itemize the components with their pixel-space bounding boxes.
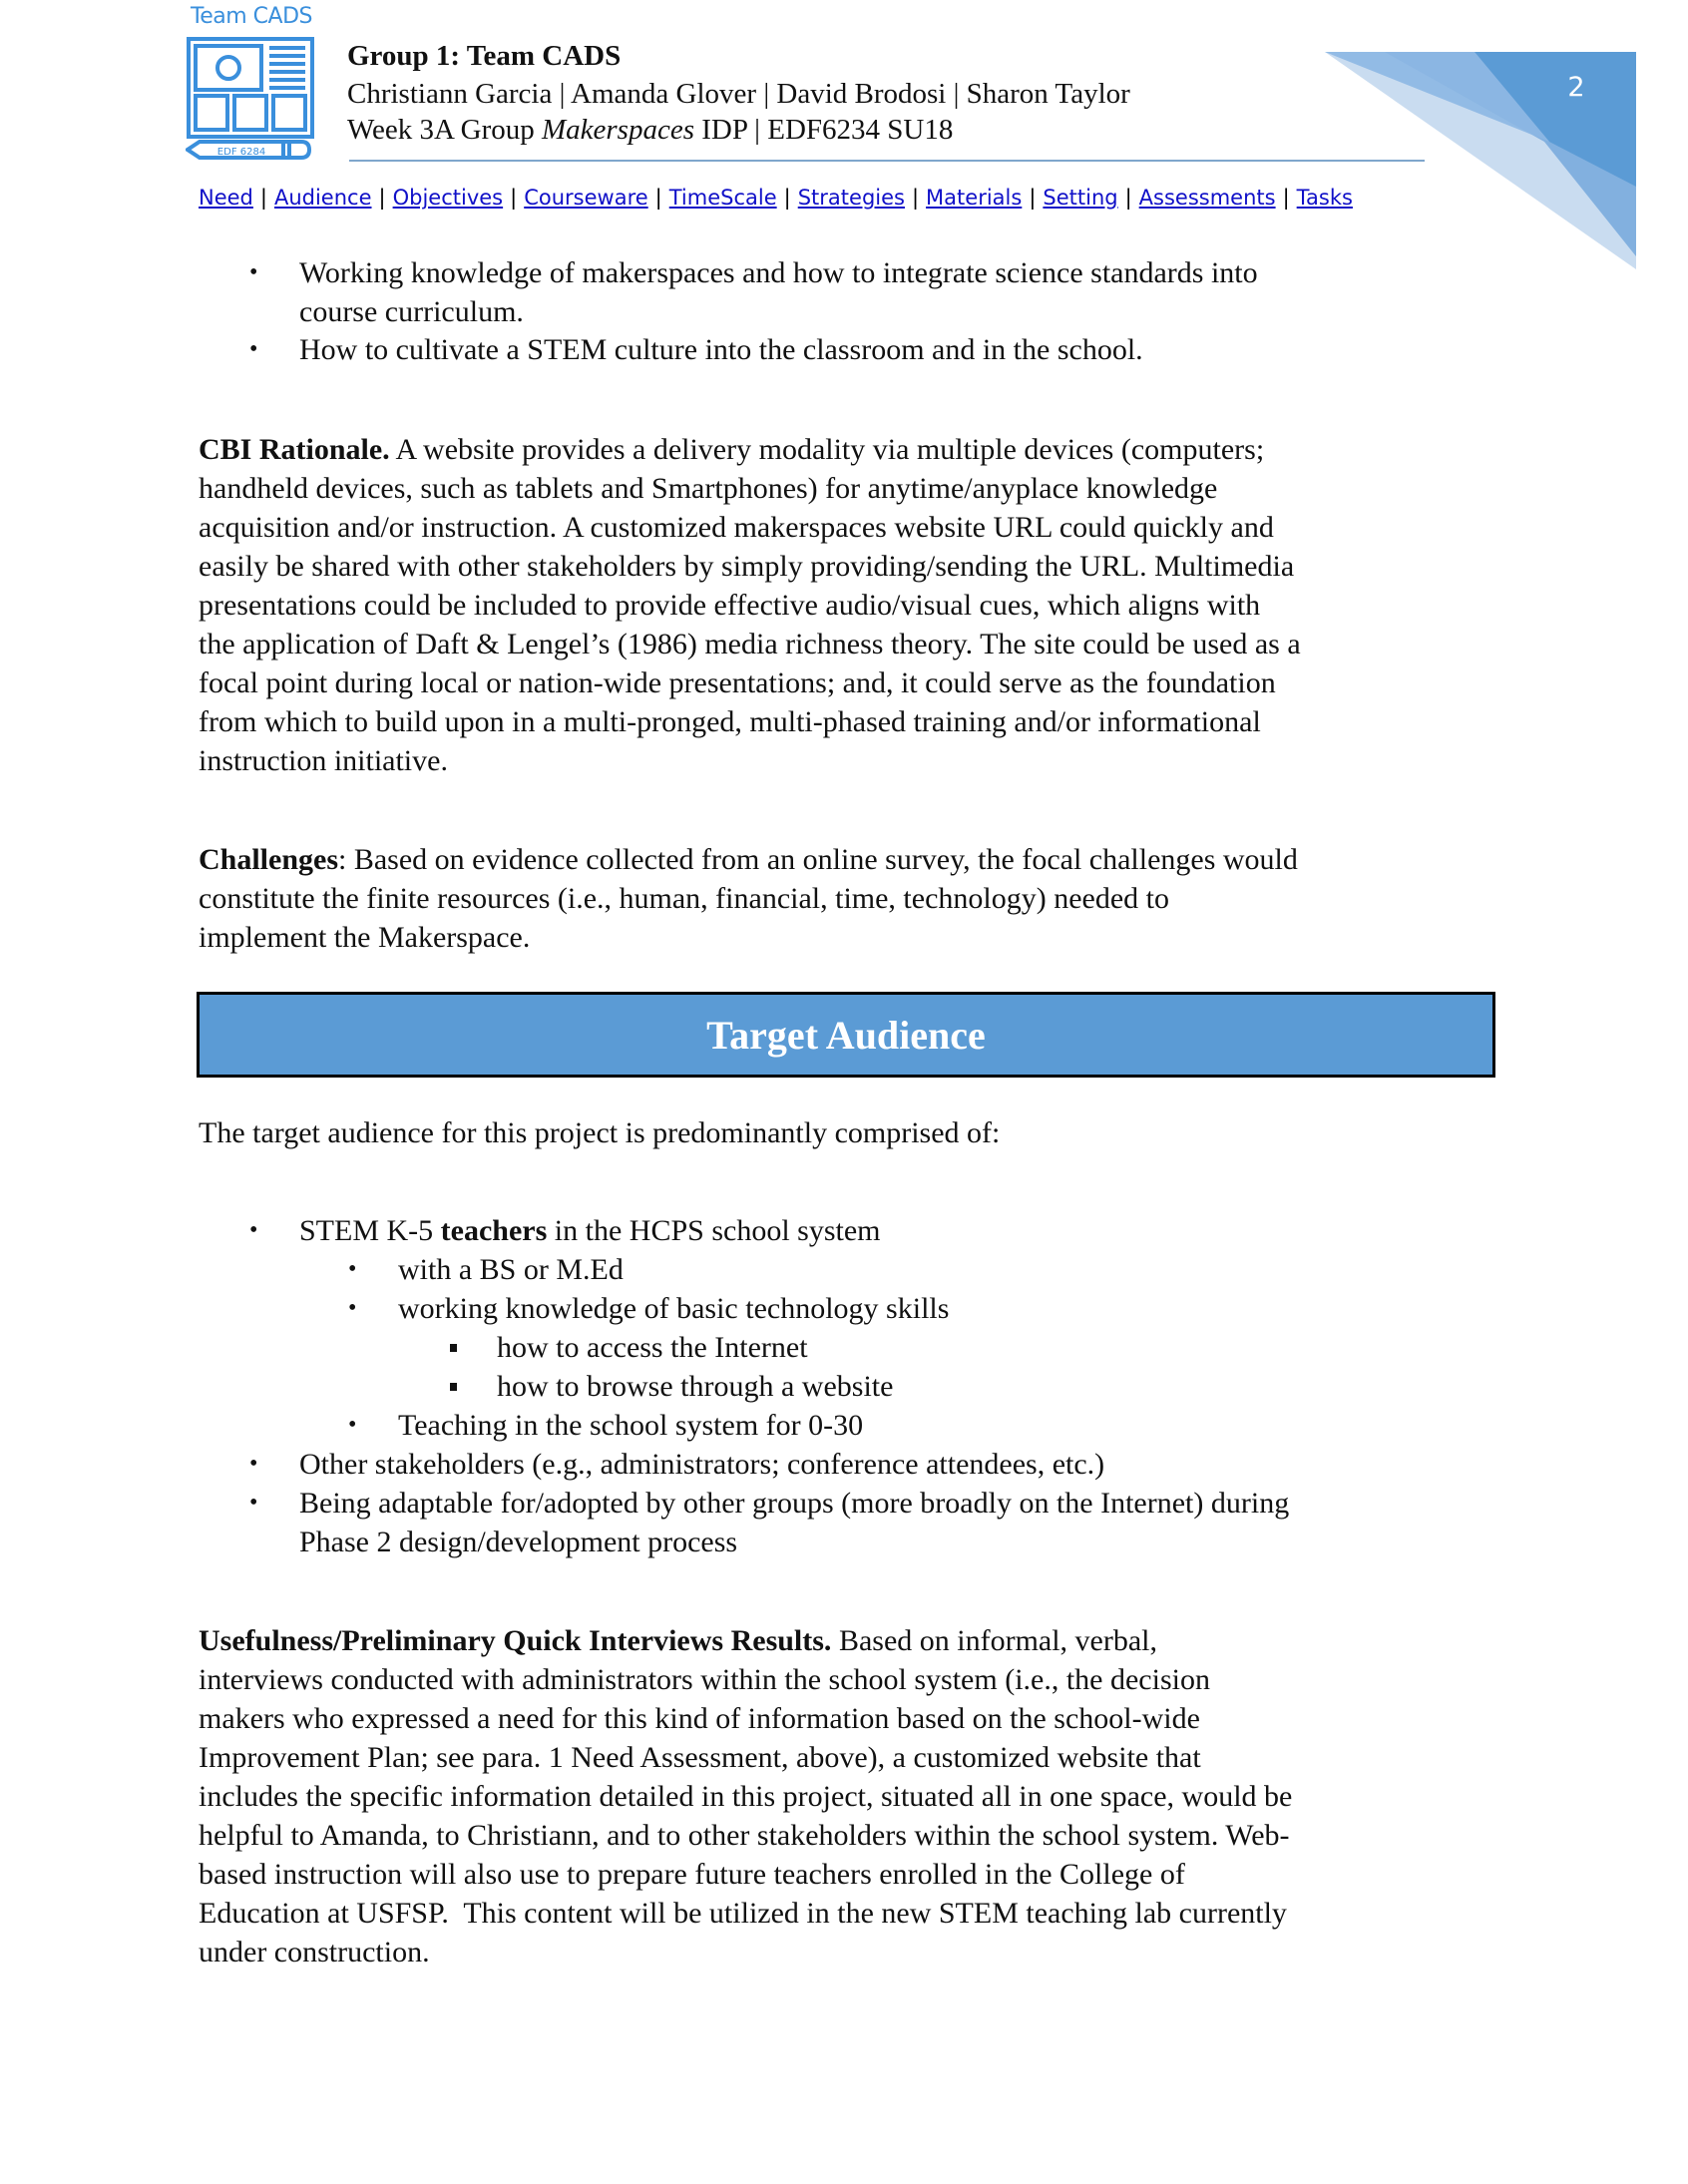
text-line xyxy=(199,840,1298,879)
logo-badge: EDF 6284 xyxy=(216,147,266,158)
bullet-icon: • xyxy=(249,1490,258,1516)
paragraph-line: instruction initiative. xyxy=(199,744,448,777)
section-nav xyxy=(199,186,1353,210)
bullet-icon: • xyxy=(348,1295,357,1321)
bullet-icon: • xyxy=(348,1412,357,1438)
header-title: Group 1: Team CADS xyxy=(347,40,622,72)
paragraph-line: includes the specific information detailed in this project, situated all in one space, would be xyxy=(199,1780,1293,1813)
nav-separator: | xyxy=(1124,186,1132,210)
paragraph-line: Improvement Plan; see para. 1 Need Assessment, above), a customized website that xyxy=(199,1741,1201,1774)
nav-link-materials[interactable]: Materials xyxy=(926,186,1023,210)
list-item: Teaching in the school system for 0-30 xyxy=(398,1409,864,1442)
week-italic: Makerspaces xyxy=(542,114,695,146)
paragraph-line: based instruction will also use to prepare future teachers enrolled in the College of xyxy=(199,1858,1185,1891)
bullet-icon: • xyxy=(249,1451,258,1477)
nav-link-courseware[interactable]: Courseware xyxy=(524,186,648,210)
list-item: Being adaptable for/adopted by other groups (more broadly on the Internet) during xyxy=(299,1487,1290,1520)
challenges-label: Challenges xyxy=(199,843,339,876)
whiteboard-icon xyxy=(186,36,317,162)
square-bullet-icon xyxy=(450,1344,457,1352)
page-number: 2 xyxy=(1567,72,1585,103)
week-prefix: Week 3A Group xyxy=(347,114,542,146)
text-line xyxy=(199,430,1264,469)
nav-separator: | xyxy=(1029,186,1037,210)
nav-link-need[interactable]: Need xyxy=(199,186,253,210)
paragraph-line: the application of Daft & Lengel’s (1986) media richness theory. The site could be used as a xyxy=(199,628,1301,660)
section-heading-banner xyxy=(197,992,1495,1078)
nav-link-timescale[interactable]: TimeScale xyxy=(668,186,777,210)
paragraph-line: easily be shared with other stakeholders by simply providing/sending the URL. Multimedia xyxy=(199,550,1295,583)
cbi-label: CBI Rationale. xyxy=(199,433,390,466)
paragraph-line: : Based on evidence collected from an online survey, the focal challenges would xyxy=(338,843,1298,876)
nav-separator: | xyxy=(783,186,791,210)
nav-link-assessments[interactable]: Assessments xyxy=(1138,186,1276,210)
nav-separator: | xyxy=(654,186,662,210)
paragraph-line: implement the Makerspace. xyxy=(199,921,531,954)
item-text: in the HCPS school system xyxy=(547,1214,881,1247)
bullet-icon: • xyxy=(249,259,258,285)
bullet-icon: • xyxy=(348,1256,357,1282)
list-item: Other stakeholders (e.g., administrators; conference attendees, etc.) xyxy=(299,1448,1105,1481)
paragraph-line: presentations could be included to provide effective audio/visual cues, which aligns with xyxy=(199,589,1261,622)
paragraph-line: A website provides a delivery modality via multiple devices (computers; xyxy=(389,433,1265,466)
square-bullet-icon xyxy=(450,1383,457,1391)
list-item: how to browse through a website xyxy=(497,1370,894,1403)
week-suffix: IDP | EDF6234 SU18 xyxy=(694,114,954,146)
paragraph-line: makers who expressed a need for this kind of information based on the school-wide xyxy=(199,1702,1200,1735)
list-item xyxy=(299,1211,881,1250)
paragraph-line: under construction. xyxy=(199,1936,430,1968)
bullet-icon: • xyxy=(249,1217,258,1243)
nav-link-strategies[interactable]: Strategies xyxy=(797,186,905,210)
nav-link-audience[interactable]: Audience xyxy=(273,186,372,210)
nav-separator: | xyxy=(911,186,920,210)
section-heading: Target Audience xyxy=(706,1012,986,1058)
list-item-continuation: Phase 2 design/development process xyxy=(299,1526,738,1558)
paragraph-line: constitute the finite resources (i.e., human, financial, time, technology) needed to xyxy=(199,882,1170,915)
header-members: Christiann Garcia | Amanda Glover | David Brodosi | Sharon Taylor xyxy=(347,78,1130,110)
usefulness-label: Usefulness/Preliminary Quick Interviews Results. xyxy=(199,1624,832,1657)
list-item: working knowledge of basic technology skills xyxy=(398,1292,950,1325)
list-item: How to cultivate a STEM culture into the classroom and in the school. xyxy=(299,333,1143,366)
nav-link-objectives[interactable]: Objectives xyxy=(392,186,504,210)
nav-separator: | xyxy=(1282,186,1290,210)
header-course-line xyxy=(347,112,953,148)
nav-separator: | xyxy=(378,186,386,210)
nav-separator: | xyxy=(259,186,267,210)
paragraph-line: from which to build upon in a multi-pronged, multi-phased training and/or informational xyxy=(199,705,1261,738)
logo-title: Team CADS xyxy=(191,4,312,29)
text-line xyxy=(199,1621,1157,1660)
bullet-icon: • xyxy=(249,336,258,362)
target-audience-intro: The target audience for this project is predominantly comprised of: xyxy=(199,1116,1001,1149)
paragraph-line: Education at USFSP. This content will be utilized in the new STEM teaching lab currently xyxy=(199,1897,1287,1930)
item-text: STEM K-5 xyxy=(299,1214,441,1247)
nav-separator: | xyxy=(510,186,518,210)
paragraph-line: acquisition and/or instruction. A customized makerspaces website URL could quickly and xyxy=(199,511,1274,544)
paragraph-line: helpful to Amanda, to Christiann, and to other stakeholders within the school system. Web- xyxy=(199,1819,1290,1852)
header-divider xyxy=(349,160,1425,162)
list-item: with a BS or M.Ed xyxy=(398,1253,624,1286)
nav-link-tasks[interactable]: Tasks xyxy=(1296,186,1353,210)
list-item: how to access the Internet xyxy=(497,1331,808,1364)
paragraph-line: Based on informal, verbal, xyxy=(831,1624,1158,1657)
team-cads-logo xyxy=(182,4,321,162)
list-item: Working knowledge of makerspaces and how to integrate science standards into xyxy=(299,256,1258,289)
nav-link-setting[interactable]: Setting xyxy=(1043,186,1118,210)
paragraph-line: interviews conducted with administrators within the school system (i.e., the decision xyxy=(199,1663,1210,1696)
item-bold-text: teachers xyxy=(440,1214,548,1247)
paragraph-line: handheld devices, such as tablets and Smartphones) for anytime/anyplace knowledge xyxy=(199,472,1218,505)
paragraph-line: focal point during local or nation-wide presentations; and, it could serve as the foundation xyxy=(199,666,1276,699)
list-item-continuation: course curriculum. xyxy=(299,295,524,328)
